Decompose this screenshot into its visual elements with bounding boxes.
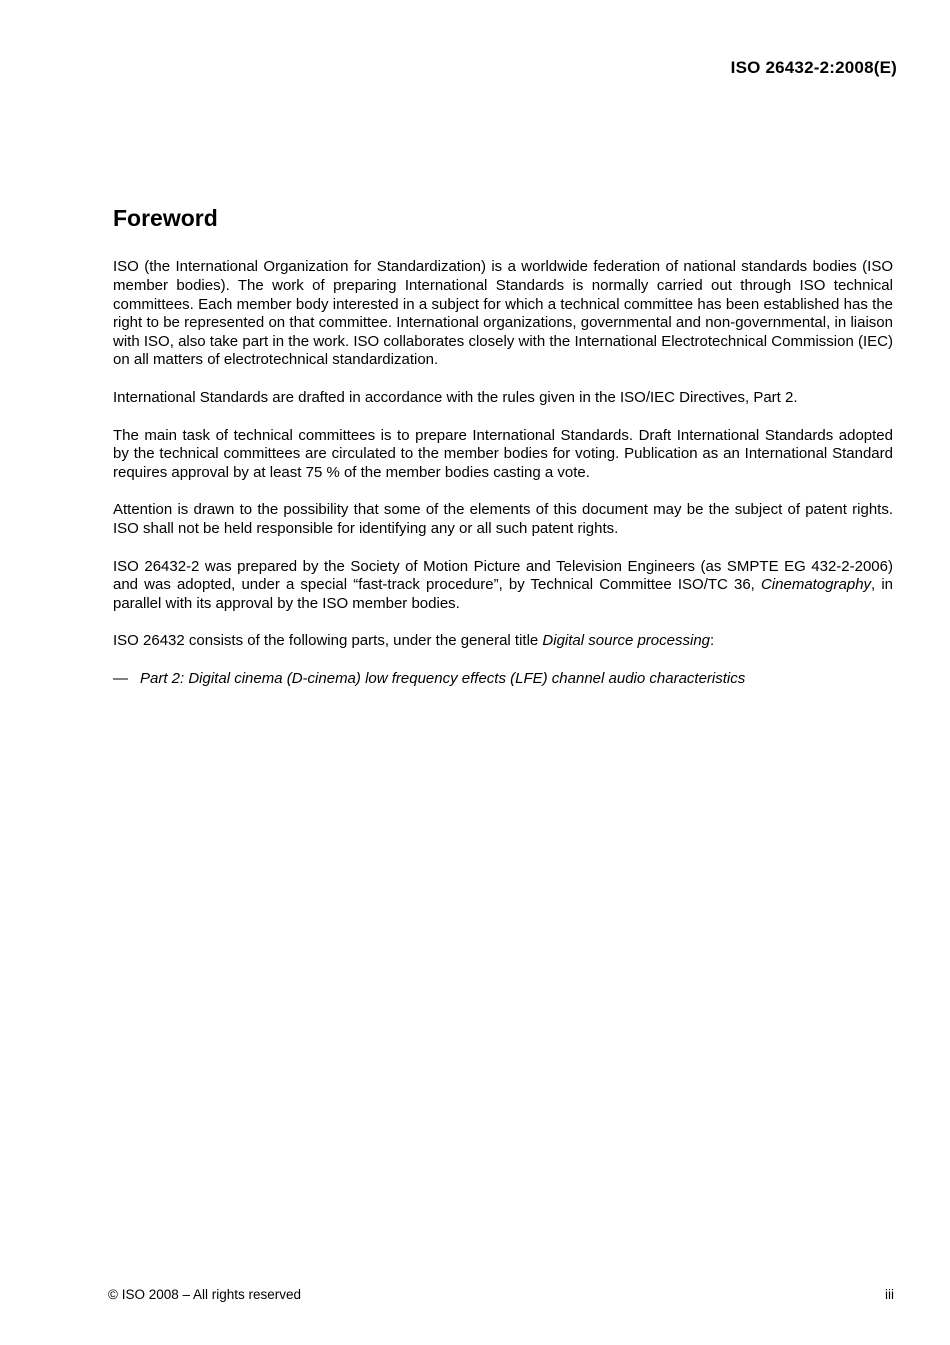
copyright-notice: © ISO 2008 – All rights reserved bbox=[108, 1287, 302, 1302]
page-footer bbox=[108, 1287, 894, 1302]
paragraph-directives: International Standards are drafted in accordance with the rules given in the ISO/IEC Directives, Part 2. bbox=[113, 389, 798, 406]
page-header bbox=[731, 58, 897, 78]
paragraph-iso-federation: ISO (the International Organization for Standardization) is a worldwide federation of national standards bodies (ISO member bodies). The work of preparing International Standards is normally carried out through ISO technical committees. Each member body interested in a subject for which a technical committee has been established has the right to be represented on that committee. International organizations, governmental and non-governmental, in liaison with ISO, also take part in the work. ISO collaborates closely with the International Electrotechnical Commission (IEC) on all matters of electrotechnical standardization. bbox=[113, 258, 893, 369]
paragraph-patent-rights: Attention is drawn to the possibility that some of the elements of this document may be the subject of patent rights. ISO shall not be held responsible for identifying any or all such patent rights. bbox=[113, 501, 893, 537]
document-id: ISO 26432-2:2008(E) bbox=[730, 58, 897, 77]
list-item-part-2 bbox=[113, 670, 893, 689]
section-title-foreword: Foreword bbox=[113, 205, 218, 231]
paragraph-parts-intro: ISO 26432 consists of the following parts, under the general title Digital source processing: bbox=[113, 632, 715, 650]
paragraph-main-task: The main task of technical committees is to prepare International Standards. Draft International Standards adopted by the technical committees are circulated to the member bodies for voting. Publication as an International Standard requires approval by at least 75 % of the member bodies casting a vote. bbox=[113, 426, 893, 481]
list-dash-marker: — bbox=[113, 669, 128, 687]
document-content bbox=[113, 205, 893, 689]
page-number: iii bbox=[885, 1287, 894, 1302]
list-item-text: Part 2: Digital cinema (D-cinema) low frequency effects (LFE) channel audio characteristics bbox=[140, 669, 746, 687]
paragraph-prepared-by: ISO 26432-2 was prepared by the Society of Motion Picture and Television Engineers (as SMPTE EG 432-2-2006) and was adopted, under a special “fast-track procedure”, by Technical Committee ISO/TC 36, Cinematography, in parallel with its approval by the ISO member bodies. bbox=[113, 557, 893, 612]
